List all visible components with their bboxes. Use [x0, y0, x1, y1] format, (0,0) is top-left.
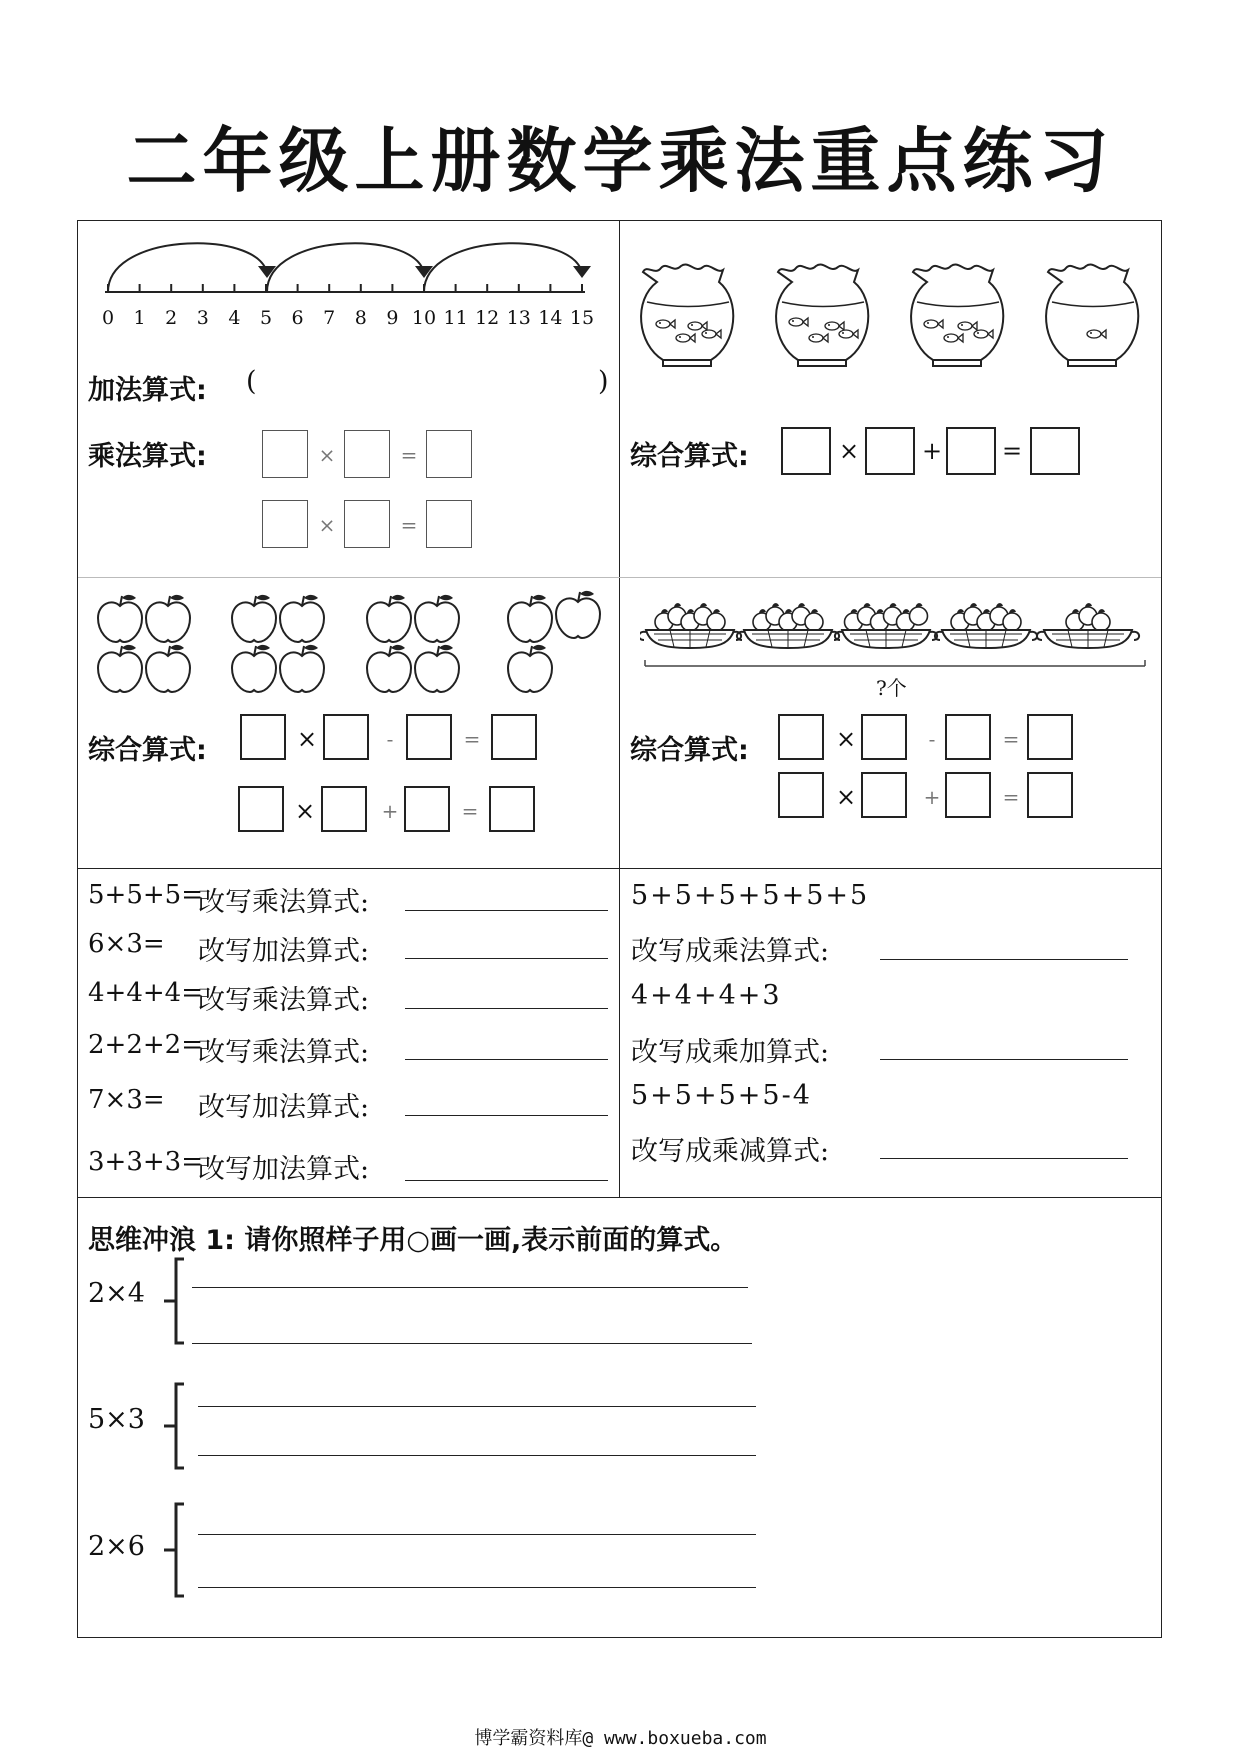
number-line-label: 12 — [475, 307, 500, 329]
number-line-label: 3 — [196, 307, 209, 329]
answer-box[interactable] — [861, 772, 907, 818]
answer-box[interactable] — [946, 427, 996, 475]
equals-sign: = — [1002, 785, 1020, 809]
answer-box[interactable] — [1027, 772, 1073, 818]
times-sign: × — [296, 725, 318, 753]
times-sign: × — [318, 443, 336, 467]
fruit-basket — [1037, 603, 1139, 648]
combined-label: 综合算式: — [88, 735, 207, 766]
drawing-line[interactable] — [198, 1534, 756, 1535]
equals-sign: = — [1002, 727, 1020, 751]
fruit-basket — [835, 603, 937, 648]
number-line-label: 11 — [443, 307, 468, 329]
number-line-label: 7 — [323, 307, 336, 329]
bracket — [160, 1500, 200, 1600]
divider-row2 — [78, 868, 1161, 869]
equals-sign: = — [463, 727, 481, 751]
apple-group — [367, 595, 459, 692]
fruit-basket — [935, 603, 1037, 648]
number-line-label: 4 — [228, 307, 241, 329]
answer-line[interactable] — [405, 1115, 608, 1116]
number-line-label: 9 — [386, 307, 399, 329]
answer-box[interactable] — [491, 714, 537, 760]
answer-box[interactable] — [344, 430, 390, 478]
fishbowls-illustration — [628, 262, 1148, 372]
fishbowl — [911, 264, 1003, 366]
answer-box[interactable] — [1027, 714, 1073, 760]
answer-box[interactable] — [404, 786, 450, 832]
drawing-line[interactable] — [192, 1343, 752, 1344]
total-question: ?个 — [876, 676, 907, 700]
answer-box[interactable] — [323, 714, 369, 760]
answer-line[interactable] — [405, 958, 608, 959]
times-sign: × — [294, 797, 316, 825]
drawing-line[interactable] — [198, 1587, 756, 1588]
fruit-basket — [640, 603, 741, 648]
combined-label: 综合算式: — [630, 441, 749, 472]
bracket — [160, 1255, 200, 1347]
bracket — [160, 1380, 200, 1472]
answer-box[interactable] — [1030, 427, 1080, 475]
minus-sign: - — [928, 727, 936, 751]
answer-box[interactable] — [240, 714, 286, 760]
multiplication-label: 乘法算式: — [88, 441, 207, 472]
answer-box[interactable] — [321, 786, 367, 832]
divider-vertical — [619, 220, 620, 1198]
footer-watermark: 博学霸资料库@ www.boxueba.com — [474, 1728, 767, 1749]
times-sign: × — [318, 513, 336, 537]
fruit-basket — [737, 603, 839, 648]
times-sign: × — [838, 437, 860, 465]
answer-box[interactable] — [865, 427, 915, 475]
rewrite-expression: 2+2+2= — [88, 1030, 203, 1060]
divider-row1 — [78, 577, 1161, 578]
equals-sign: = — [461, 799, 479, 823]
rewrite-instruction: 改写乘法算式: — [198, 887, 370, 918]
drawing-line[interactable] — [192, 1287, 748, 1288]
answer-box[interactable] — [426, 500, 472, 548]
rewrite-expression: 4+4+4= — [88, 978, 203, 1008]
rewrite-expression: 6×3= — [88, 929, 165, 959]
rewrite-instruction: 改写加法算式: — [198, 936, 370, 967]
number-line-label: 6 — [291, 307, 304, 329]
rewrite-expression: 5+5+5= — [88, 880, 203, 910]
equals-sign: = — [400, 513, 418, 537]
apple-group — [508, 591, 600, 692]
times-sign: × — [835, 725, 857, 753]
equals-sign: = — [400, 443, 418, 467]
answer-box[interactable] — [489, 786, 535, 832]
number-line-label: 15 — [569, 307, 595, 329]
number-line-label: 0 — [101, 307, 115, 329]
number-line — [95, 230, 605, 340]
rewrite-instruction: 改写乘法算式: — [198, 1037, 370, 1068]
answer-box[interactable] — [406, 714, 452, 760]
answer-line[interactable] — [405, 910, 608, 911]
number-line-label: 14 — [538, 307, 563, 329]
divider-row3 — [78, 1197, 1161, 1198]
answer-box[interactable] — [861, 714, 907, 760]
plus-sign: + — [381, 799, 399, 823]
minus-sign: - — [386, 727, 394, 751]
answer-box[interactable] — [238, 786, 284, 832]
number-line-label: 5 — [259, 307, 273, 329]
thinking-heading: 思维冲浪 1: 请你照样子用○画一画,表示前面的算式。 — [88, 1225, 738, 1256]
answer-box[interactable] — [262, 500, 308, 548]
rewrite-instruction: 改写乘法算式: — [198, 985, 370, 1016]
fishbowl — [641, 264, 733, 366]
rewrite-expression: 4+4+4+3 — [631, 980, 782, 1011]
answer-line[interactable] — [405, 1008, 608, 1009]
answer-line[interactable] — [405, 1180, 608, 1181]
drawing-expression: 2×4 — [88, 1278, 145, 1309]
rewrite-expression: 5+5+5+5-4 — [631, 1080, 812, 1111]
rewrite-expression: 3+3+3= — [88, 1147, 203, 1177]
answer-box[interactable] — [778, 714, 824, 760]
open-paren: ( — [246, 366, 257, 397]
answer-box[interactable] — [262, 430, 308, 478]
plus-sign: + — [923, 785, 941, 809]
rewrite-instruction: 改写加法算式: — [198, 1154, 370, 1185]
drawing-expression: 5×3 — [88, 1404, 145, 1435]
close-paren: ) — [598, 366, 609, 397]
rewrite-instruction: 改写加法算式: — [198, 1092, 370, 1123]
apple-group — [98, 595, 190, 692]
rewrite-expression: 7×3= — [88, 1085, 165, 1115]
drawing-expression: 2×6 — [88, 1531, 145, 1562]
number-line-label: 13 — [506, 307, 531, 329]
rewrite-instruction: 改写成乘减算式: — [631, 1136, 830, 1167]
combined-label: 综合算式: — [630, 735, 749, 766]
answer-line[interactable] — [880, 959, 1128, 960]
number-line-label: 10 — [411, 307, 437, 329]
answer-box[interactable] — [426, 430, 472, 478]
equals-sign: = — [1001, 437, 1023, 465]
apple-group — [232, 595, 324, 692]
answer-line[interactable] — [880, 1158, 1128, 1159]
fishbowl — [1046, 264, 1138, 366]
rewrite-instruction: 改写成乘加算式: — [631, 1037, 830, 1068]
drawing-line[interactable] — [198, 1455, 756, 1456]
addition-label: 加法算式: — [88, 375, 207, 406]
answer-box[interactable] — [781, 427, 831, 475]
answer-box[interactable] — [778, 772, 824, 818]
addition-answer-space[interactable] — [262, 364, 596, 400]
answer-box[interactable] — [945, 714, 991, 760]
fishbowl — [776, 264, 868, 366]
number-line-label: 1 — [133, 307, 146, 329]
number-line-label: 8 — [354, 307, 367, 329]
answer-box[interactable] — [945, 772, 991, 818]
times-sign: × — [835, 783, 857, 811]
answer-line[interactable] — [880, 1059, 1128, 1060]
answer-box[interactable] — [344, 500, 390, 548]
answer-line[interactable] — [405, 1059, 608, 1060]
drawing-line[interactable] — [198, 1406, 756, 1407]
page-title: 二年级上册数学乘法重点练习 — [126, 120, 1115, 202]
rewrite-instruction: 改写成乘法算式: — [631, 936, 830, 967]
plus-sign: + — [921, 437, 943, 465]
number-line-label: 2 — [165, 307, 178, 329]
rewrite-expression: 5+5+5+5+5+5 — [631, 880, 870, 911]
apples-illustration — [90, 588, 610, 698]
